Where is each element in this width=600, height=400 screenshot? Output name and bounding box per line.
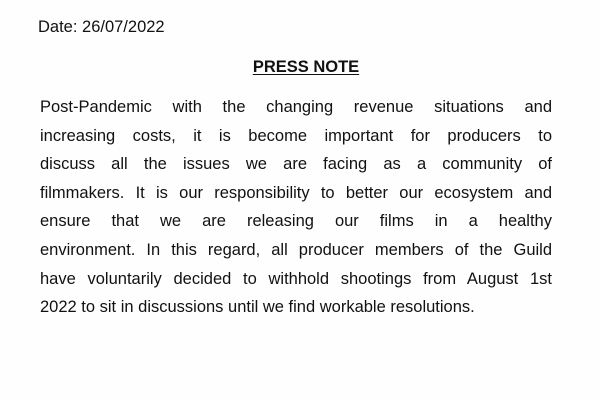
body-line: have voluntarily decided to withhold shootings from August 1st — [40, 269, 552, 288]
body-line-last: 2022 to sit in discussions until we find workable resolutions. — [40, 298, 475, 317]
document-title: PRESS NOTE — [252, 58, 360, 76]
body-line: filmmakers. It is our responsibility to better our ecosystem and — [40, 183, 552, 202]
body-line: discuss all the issues we are facing as a community of — [40, 155, 552, 174]
body-line: Post-Pandemic with the changing revenue situations and — [40, 98, 552, 116]
document-body — [40, 93, 552, 322]
document-date: Date: 26/07/2022 — [38, 18, 165, 36]
document-title-row — [0, 56, 600, 78]
body-line: increasing costs, it is become important for producers to — [40, 126, 552, 145]
body-line: ensure that we are releasing our films in a healthy — [40, 212, 552, 231]
body-line: environment. In this regard, all producer members of the Guild — [40, 240, 552, 259]
